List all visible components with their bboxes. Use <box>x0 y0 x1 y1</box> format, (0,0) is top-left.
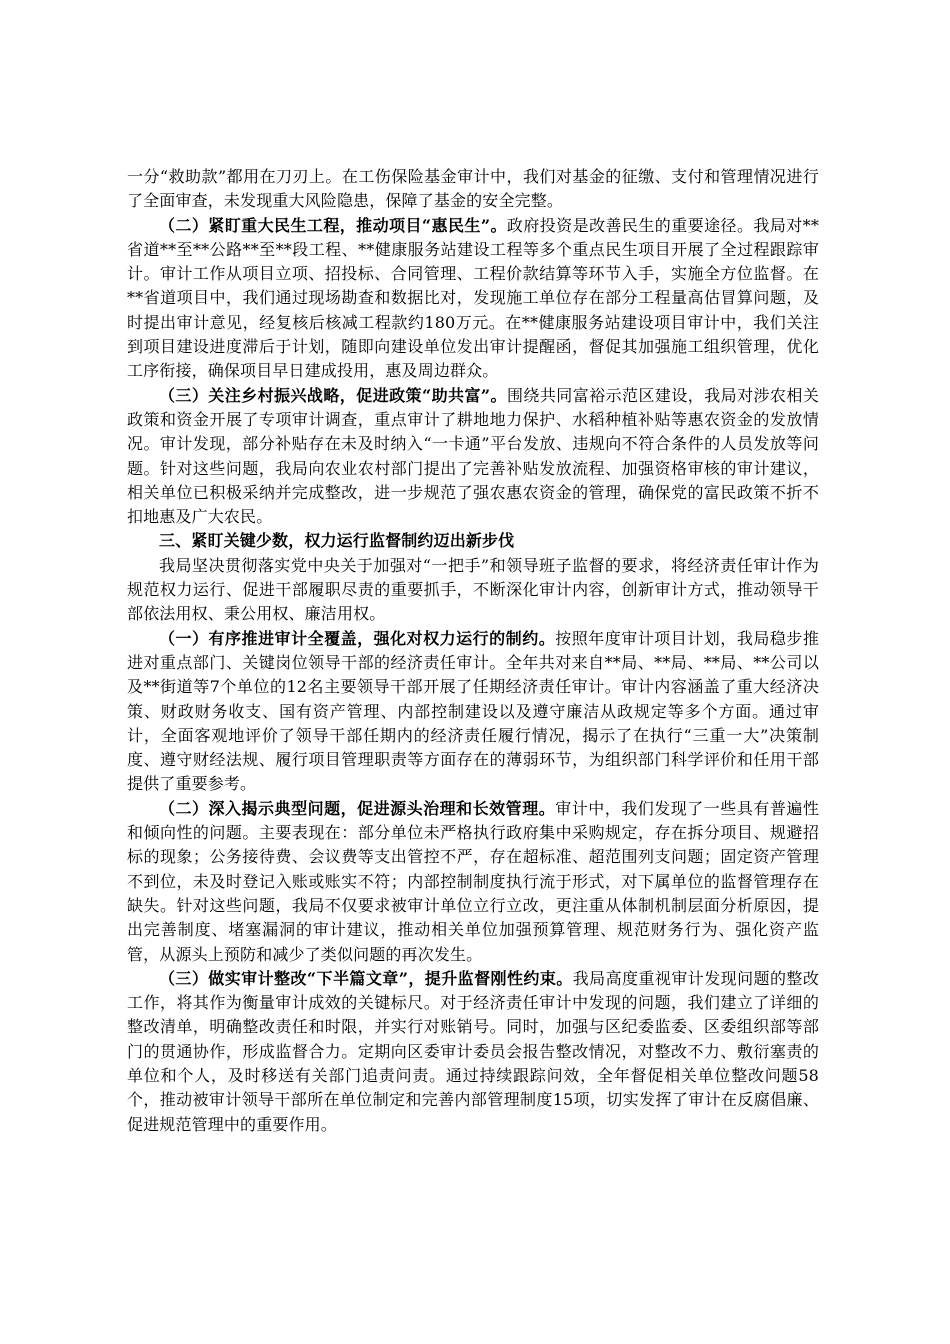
paragraph-typical-problems <box>127 797 819 967</box>
paragraph-lead: （三）做实审计整改“下半篇文章”，提升监督刚性约束。 <box>159 968 573 988</box>
section-heading: 三、紧盯关键少数，权力运行监督制约迈出新步伐 <box>159 531 515 551</box>
paragraph-lead: （一）有序推进审计全覆盖，强化对权力运行的制约。 <box>159 628 556 648</box>
paragraph-body: 围绕共同富裕示范区建设，我局对涉农相关政策和资金开展了专项审计调查，重点审计了耕地地力保护、水稻种植补贴等惠农资金的发放情况。审计发现，部分补贴存在未及时纳入“一卡通”平台发放、违规向不符合条件的人员发放等问题。针对这些问题，我局向农业农村部门提出了完善补贴发放流程、加强资格审核的审计建议，相关单位已积极采纳并完成整改，进一步规范了强农惠农资金的管理，确保党的富民政策不折不扣地惠及广大农民。 <box>127 385 819 527</box>
paragraph-body: 一分“救助款”都用在刀刃上。在工伤保险基金审计中，我们对基金的征缴、支付和管理情况进行了全面审查，未发现重大风险隐患，保障了基金的安全完整。 <box>127 167 819 211</box>
paragraph-body: 按照年度审计项目计划，我局稳步推进对重点部门、关键岗位领导干部的经济责任审计。全年共对来自**局、**局、**局、**公司以及**街道等7个单位的12名主要领导干部开展了任期经济责任审计。审计内容涵盖了重大经济决策、财政财务收支、国有资产管理、内部控制建设以及遵守廉洁从政规定等多个方面。通过审计，全面客观地评价了领导干部任期内的经济责任履行情况，揭示了在执行“三重一大”决策制度、遵守财经法规、履行项目管理职责等方面存在的薄弱环节，为组织部门科学评价和任用干部提供了重要参考。 <box>127 628 819 794</box>
paragraph-body: 我局高度重视审计发现问题的整改工作，将其作为衡量审计成效的关键标尺。对于经济责任审计中发现的问题，我们建立了详细的整改清单，明确整改责任和时限，并实行对账销号。同时，加强与区纪委监委、区委组织部等部门的贯通协作，形成监督合力。定期向区委审计委员会报告整改情况，对整改不力、敷衍塞责的单位和个人，及时移送有关部门追责问责。通过持续跟踪问效，全年督促相关单位整改问题58个，推动被审计领导干部所在单位制定和完善内部管理制度15项，切实发挥了审计在反腐倡廉、促进规范管理中的重要作用。 <box>127 968 819 1134</box>
paragraph-livelihood-projects <box>127 214 819 384</box>
paragraph-rural-revitalization <box>127 384 819 530</box>
paragraph-lead: （二）紧盯重大民生工程，推动项目“惠民生”。 <box>159 215 507 235</box>
paragraph-rectification <box>127 967 819 1137</box>
paragraph-body: 审计中，我们发现了一些具有普遍性和倾向性的问题。主要表现在：部分单位未严格执行政府集中采购规定，存在拆分项目、规避招标的现象；公务接待费、会议费等支出管控不严，存在超标准、超范围列支问题；固定资产管理不到位，未及时登记入账或账实不符；内部控制制度执行流于形式，对下属单位的监督管理存在缺失。针对这些问题，我局不仅要求被审计单位立行立改，更注重从体制机制层面分析原因，提出完善制度、堵塞漏洞的审计建议，推动相关单位加强预算管理、规范财务行为、强化资产监管，从源头上预防和减少了类似问题的再次发生。 <box>127 798 819 964</box>
paragraph-continuation <box>127 165 819 214</box>
paragraph-full-coverage <box>127 627 819 797</box>
document-page <box>127 165 819 1137</box>
paragraph-body: 政府投资是改善民生的重要途径。我局对**省道**至**公路**至**段工程、**健康服务站建设工程等多个重点民生项目开展了全过程跟踪审计。审计工作从项目立项、招投标、合同管理、工程价款结算等环节入手，实施全方位监督。在**省道项目中，我们通过现场勘查和数据比对，发现施工单位存在部分工程量高估冒算问题，及时提出审计意见，经复核后核减工程款约180万元。在**健康服务站建设项目审计中，我们关注到项目建设进度滞后于计划，随即向建设单位发出审计提醒函，督促其加强施工组织管理，优化工序衔接，确保项目早日建成投用，惠及周边群众。 <box>127 215 819 381</box>
paragraph-lead: （三）关注乡村振兴战略，促进政策“助共富”。 <box>159 385 507 405</box>
paragraph-section-intro <box>127 554 819 627</box>
paragraph-body: 我局坚决贯彻落实党中央关于加强对“一把手”和领导班子监督的要求，将经济责任审计作为规范权力运行、促进干部履职尽责的重要抓手，不断深化审计内容，创新审计方式，推动领导干部依法用权、秉公用权、廉洁用权。 <box>127 555 819 624</box>
paragraph-lead: （二）深入揭示典型问题，促进源头治理和长效管理。 <box>159 798 556 818</box>
